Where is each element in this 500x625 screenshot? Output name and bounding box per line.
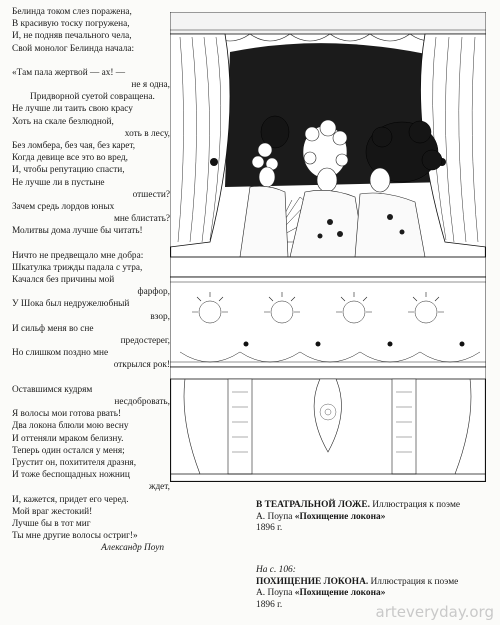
poem-line: взор, <box>150 311 170 322</box>
poem-line: В красивую тоску погружена, <box>12 19 130 30</box>
poem-line: несдобровать, <box>114 396 170 407</box>
poem-line: И сильф меня во сне <box>12 323 94 334</box>
poem-line: Без ломбера, без чая, без карет, <box>12 141 136 152</box>
poem-line: Не лучше ли в пустыне <box>12 177 105 188</box>
theatre-box-illustration <box>170 12 486 482</box>
poem-line: И оттеняли мраком белизну. <box>12 433 124 444</box>
poem-line: Я волосы мои готова рвать! <box>12 409 122 420</box>
poem-line: Качался без причины мой <box>12 275 115 286</box>
poem-line: И, не подняв печального чела, <box>12 31 132 42</box>
poem-line: не я одна, <box>131 80 170 91</box>
poem-line: открылся рок! <box>113 360 170 371</box>
poem-line: Два локона блюли мою весну <box>12 421 129 432</box>
poem-line: отшести? <box>132 189 170 200</box>
poem-line: Оставшимся кудрям <box>12 384 93 395</box>
poem-author: Александр Поуп <box>101 543 164 554</box>
poem-line: И, кажется, придет его черед. <box>12 494 129 505</box>
poem-line: хоть в лесу, <box>124 128 170 139</box>
poem-text <box>12 6 170 555</box>
poem-line: Ничто не предвещало мне добра: <box>12 250 144 261</box>
watermark: arteveryday.org <box>375 603 494 621</box>
poem-line: Когда девице все это во вред, <box>12 153 128 164</box>
poem-line: Не лучше ли таить свою красу <box>12 104 133 115</box>
poem-line: Шкатулка трижды падала с утра, <box>12 262 143 273</box>
poem-line: Молитвы дома лучше бы читать! <box>12 226 143 237</box>
caption-theatre-box: В ТЕАТРАЛЬНОЙ ЛОЖЕ. Иллюстрация к поэме А. Поупа «Похищение локона» 1896 г. <box>256 500 461 533</box>
poem-line: Ты мне другие волосы остриг!» <box>12 531 138 542</box>
stanza-gap <box>12 372 170 384</box>
poem-line: Хоть на скале безлюдной, <box>12 116 114 127</box>
poem-line: Свой монолог Белинда начала: <box>12 43 135 54</box>
poem-line: Лучше бы в тот миг <box>12 518 91 529</box>
poem-line: Теперь один остался у меня; <box>12 445 125 456</box>
poem-line: фарфор, <box>137 287 170 298</box>
poem-line: Придворной суетой совращена. <box>30 92 155 103</box>
caption-rape-of-the-lock: На с. 106: ПОХИЩЕНИЕ ЛОКОНА. Иллюстрация к поэме А. Поупа «Похищение локона» 1896 г. <box>256 565 459 610</box>
poem-line: Но слишком поздно мне <box>12 348 109 359</box>
poem-line: «Там пала жертвой — ах! — <box>12 67 126 78</box>
poem-line: ждет, <box>149 482 170 493</box>
stanza-gap <box>12 238 170 250</box>
poem-line: Мой враг жестокий! <box>12 506 93 517</box>
poem-line: Белинда током слез поражена, <box>12 7 132 17</box>
poem-line: предостерег, <box>120 336 170 347</box>
poem-line: У Шока был недружелюбный <box>12 299 130 310</box>
poem-line: Грустит он, похитителя дразня, <box>12 457 137 468</box>
stanza-gap <box>12 55 170 67</box>
poem-line: Зачем средь лордов юных <box>12 202 115 213</box>
poem-line: И тоже беспощадных ножниц <box>12 470 130 481</box>
poem-line: мне блистать? <box>113 214 170 225</box>
poem-line: И, чтобы репутацию спасти, <box>12 165 125 176</box>
